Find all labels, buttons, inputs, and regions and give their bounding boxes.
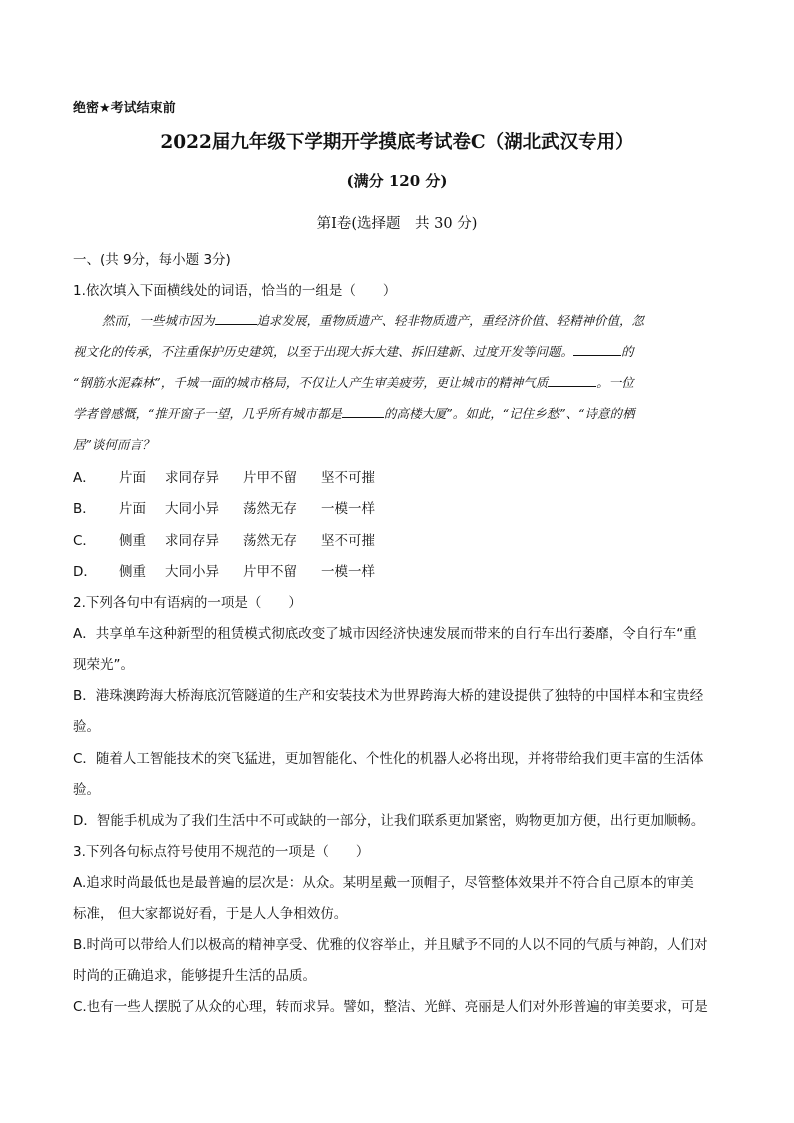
confidential-mark: 绝密★考试结束前 [73, 101, 176, 116]
full-score: (满分 120 分) [346, 172, 448, 190]
q3-option-b-cont: 时尚的正确追求，能够提升生活的品质。 [73, 968, 316, 984]
q1-passage-line-3: “钢筋水泥森林”，千城一面的城市格局，不仅让人产生审美疲劳，更让城市的精神气质 。一位 [73, 375, 634, 390]
blank-2 [573, 343, 621, 356]
q1-option-a[interactable]: A． 片面 求同存异 片甲不留 坚不可摧 [73, 470, 375, 486]
q2-option-a[interactable]: A．共享单车这种新型的租赁模式彻底改变了城市因经济快速发展而带来的自行车出行萎靡，令自行车“重 [73, 626, 697, 642]
page-title: 2022届九年级下学期开学摸底考试卷C（湖北武汉专用） [160, 132, 634, 153]
q2-option-c-cont: 验。 [73, 782, 100, 798]
q2-option-c[interactable]: C．随着人工智能技术的突飞猛进，更加智能化、个性化的机器人必将出现，并将带给我们更丰富的生活体 [73, 751, 704, 767]
blank-1 [215, 312, 257, 325]
q1-stem: 1.依次填入下面横线处的词语，恰当的一组是（ ） [73, 283, 397, 299]
q1-option-c[interactable]: C． 侧重 求同存异 荡然无存 坚不可摧 [73, 533, 375, 549]
q3-stem: 3.下列各句标点符号使用不规范的一项是（ ） [73, 844, 370, 860]
q1-option-b[interactable]: B． 片面 大同小异 荡然无存 一模一样 [73, 501, 375, 517]
q1-option-d[interactable]: D． 侧重 大同小异 片甲不留 一模一样 [73, 564, 375, 580]
q3-option-a[interactable]: A.追求时尚最低也是最普遍的层次是：从众。某明星戴一顶帽子，尽管整体效果并不符合自己原本的审美 [73, 875, 694, 891]
q3-option-b[interactable]: B.时尚可以带给人们以极高的精神享受、优雅的仪容举止，并且赋予不同的人以不同的气质与神韵，人们对 [73, 937, 708, 953]
blank-4 [342, 405, 384, 418]
section-heading: 第Ⅰ卷(选择题 共 30 分) [316, 216, 478, 232]
q1-passage-line-4: 学者曾感慨，“推开窗子一望，几乎所有城市都是 的高楼大厦”。如此，“记住乡愁”、“诗意的栖 [73, 406, 635, 421]
q1-passage-line-5: 居”谈何而言？ [73, 437, 155, 452]
q2-option-b-cont: 验。 [73, 719, 100, 735]
blank-3 [548, 374, 596, 387]
q3-option-c[interactable]: C.也有一些人摆脱了从众的心理，转而求异。譬如，整洁、光鲜、亮丽是人们对外形普遍的审美要求，可是 [73, 999, 708, 1015]
q3-option-a-cont: 标准， 但大家都说好看，于是人人争相效仿。 [73, 906, 348, 922]
q2-option-d[interactable]: D．智能手机成为了我们生活中不可或缺的一部分，让我们联系更加紧密，购物更加方便，出行更加顺畅。 [73, 813, 705, 829]
q2-stem: 2.下列各句中有语病的一项是（ ） [73, 595, 302, 611]
q2-option-a-cont: 现荣光”。 [73, 657, 134, 673]
q2-option-b[interactable]: B．港珠澳跨海大桥海底沉管隧道的生产和安装技术为世界跨海大桥的建设提供了独特的中国样本和宝贵经 [73, 688, 704, 704]
q1-passage-line-2: 视文化的传承，不注重保护历史建筑，以至于出现大拆大建、拆旧建新、过度开发等问题。 的 [73, 344, 634, 359]
part-heading: 一、(共 9分，每小题 3分) [73, 252, 231, 268]
q1-passage-line-1: 然而，一些城市因为 追求发展，重物质遗产、轻非物质遗产，重经济价值、轻精神价值，忽 [102, 313, 645, 328]
